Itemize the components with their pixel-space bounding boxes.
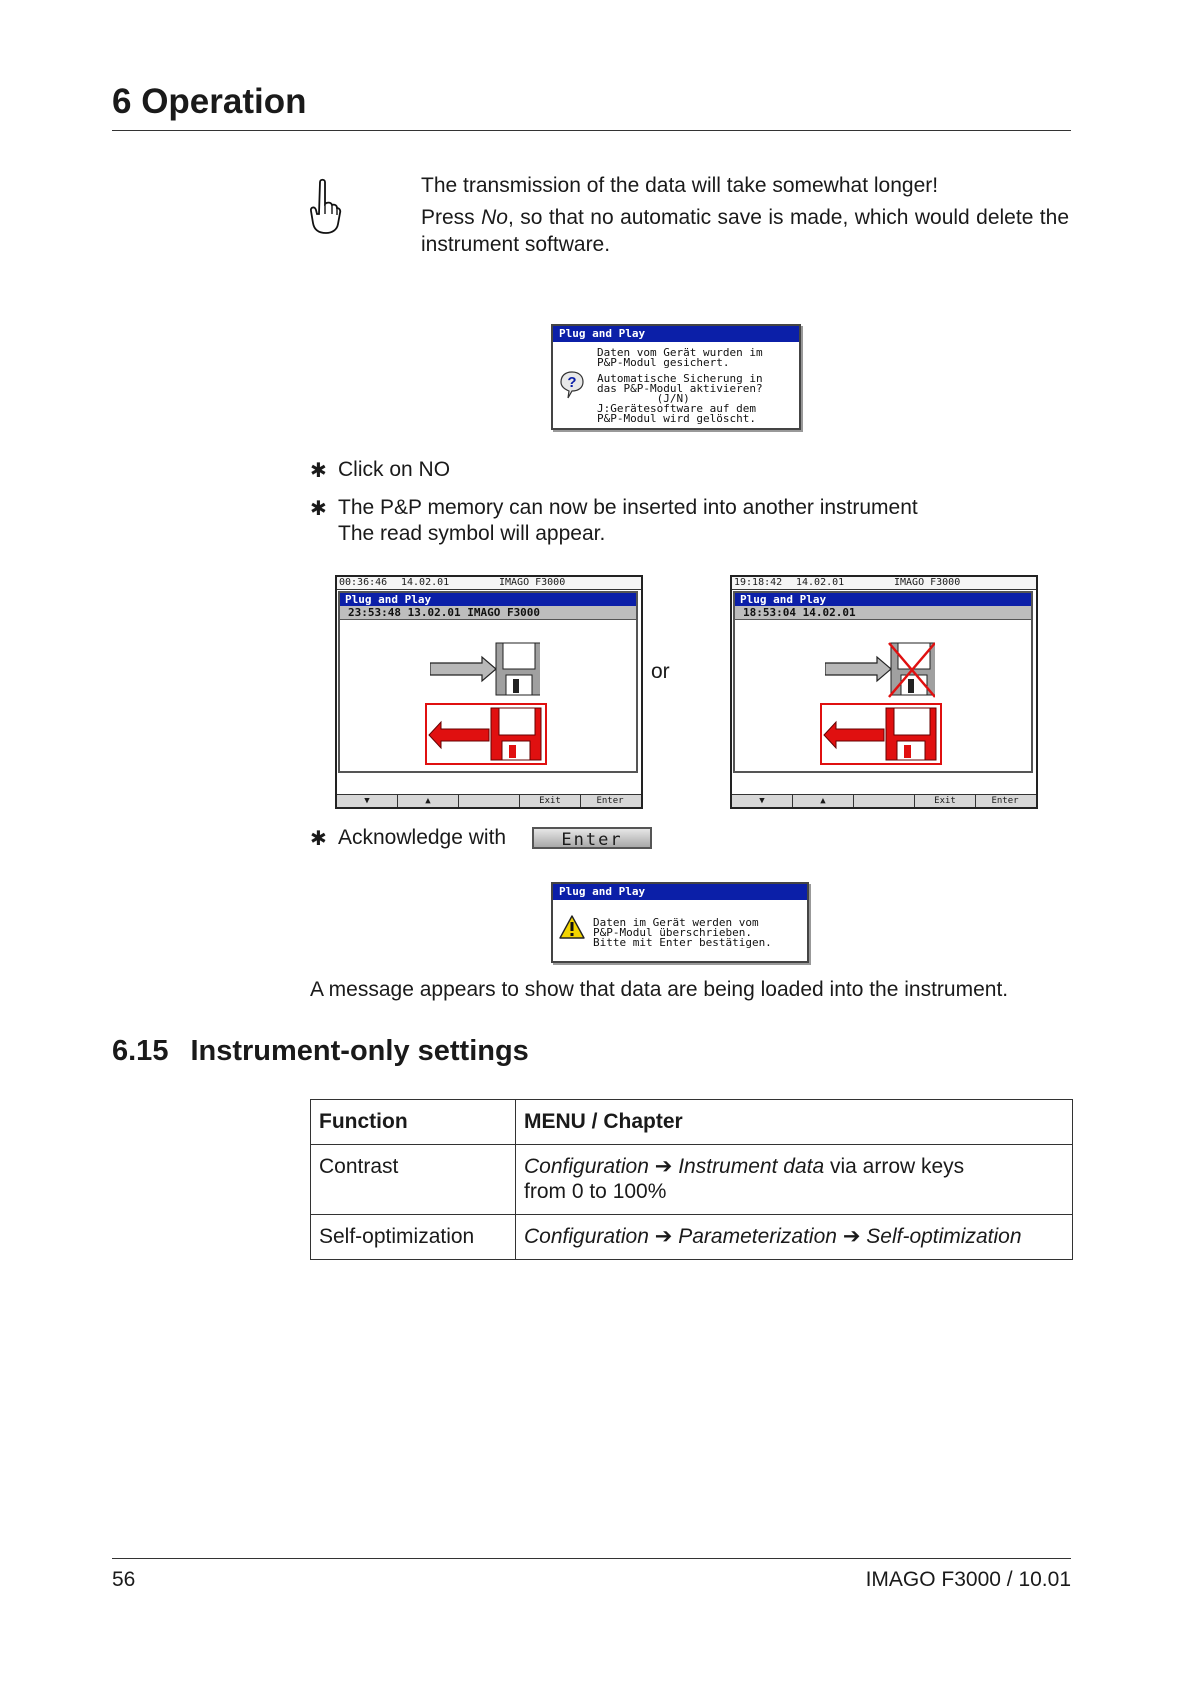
status-bar — [732, 577, 1036, 590]
softkey-up[interactable]: ▲ — [398, 795, 459, 807]
step-click-no — [310, 458, 910, 484]
function-cell: Contrast — [311, 1145, 516, 1215]
dialog-line: (J/N) — [597, 392, 690, 405]
softkey-empty[interactable] — [854, 795, 915, 807]
step-text: Click on NO — [338, 458, 451, 481]
softkey-empty[interactable] — [459, 795, 520, 807]
header-rule — [112, 130, 1071, 131]
dialog-line: P&P-Modul gesichert. — [597, 356, 730, 369]
plug-and-play-warning-dialog — [551, 882, 809, 963]
softkey-enter[interactable]: Enter — [596, 796, 624, 806]
function-cell: Self-optimization — [311, 1215, 516, 1260]
step-text: The read symbol will appear. — [338, 522, 606, 545]
window-title: Plug and Play — [340, 593, 636, 606]
plug-and-play-window — [338, 591, 638, 773]
window-subtitle: 23:53:48 13.02.01 IMAGO F3000 — [340, 606, 636, 620]
svg-text:?: ? — [567, 374, 577, 391]
save-to-module-arrow-icon — [430, 641, 540, 706]
dialog-message — [593, 918, 772, 948]
dialog-title: Plug and Play — [553, 884, 807, 900]
softkey-exit[interactable]: Exit — [520, 795, 581, 807]
bullet-icon: ✱ — [310, 498, 327, 520]
chapter-title: 6 Operation — [112, 82, 307, 121]
question-icon — [559, 370, 585, 402]
status-device: IMAGO F3000 — [499, 577, 566, 588]
bullet-icon: ✱ — [310, 460, 327, 482]
softkey-up[interactable]: ▲ — [793, 795, 854, 807]
section-title — [112, 1035, 529, 1068]
document-id: IMAGO F3000 / 10.01 — [865, 1568, 1071, 1591]
save-disabled-icon — [825, 641, 935, 706]
softkey-bar — [337, 794, 641, 807]
status-device: IMAGO F3000 — [894, 577, 961, 588]
section-title-text: Instrument-only settings — [190, 1035, 529, 1067]
softkey-bar — [732, 794, 1036, 807]
page-number: 56 — [112, 1568, 136, 1591]
window-title: Plug and Play — [735, 593, 1031, 606]
read-from-module-disk-icon — [425, 703, 547, 765]
menu-cell: Configuration ➔ Parameterization ➔ Self-optimization — [516, 1215, 1073, 1260]
dialog-line: Automatische Sicherung in — [597, 372, 763, 385]
menu-cell: Configuration ➔ Instrument data via arrow keys from 0 to 100% — [516, 1145, 1073, 1215]
status-date: 14.02.01 — [796, 577, 845, 588]
softkey-down[interactable]: ▼ — [337, 795, 398, 807]
column-header-menu: MENU / Chapter — [516, 1100, 1073, 1145]
status-time: 00:36:46 — [339, 577, 388, 588]
softkey-exit[interactable]: Exit — [915, 795, 976, 807]
dialog-line: das P&P-Modul aktivieren? — [597, 382, 763, 395]
dialog-title: Plug and Play — [553, 326, 799, 342]
dialog-line: J:Gerätesoftware auf dem — [597, 402, 756, 415]
table-header-row — [311, 1100, 1073, 1145]
warning-icon — [558, 914, 586, 942]
read-from-module-disk-icon — [820, 703, 942, 765]
settings-table — [310, 1099, 1073, 1260]
step-text: The P&P memory can now be inserted into another instrument — [338, 496, 918, 519]
step-insert-memory — [310, 496, 1010, 548]
dialog-line: P&P-Modul wird gelöscht. — [597, 412, 756, 425]
section-number: 6.15 — [112, 1035, 169, 1067]
note-line1: The transmission of the data will take somewhat longer! — [421, 174, 939, 197]
loading-message: A message appears to show that data are being loaded into the instrument. — [310, 978, 1009, 1001]
note-line2: Press No, so that no automatic save is made, which would delete the instrument software. — [421, 206, 1069, 256]
footer-rule — [112, 1558, 1071, 1559]
dialog-line: P&P-Modul überschrieben. — [593, 926, 752, 939]
status-time: 19:18:42 — [734, 577, 783, 588]
step-acknowledge — [310, 826, 570, 852]
table-row — [311, 1145, 1073, 1215]
or-label: or — [651, 660, 670, 683]
status-bar — [337, 577, 641, 590]
column-header-function: Function — [311, 1100, 516, 1145]
plug-and-play-window — [733, 591, 1033, 773]
note-text — [421, 172, 1069, 258]
dialog-line: Bitte mit Enter bestätigen. — [593, 936, 772, 949]
dialog-message — [597, 348, 763, 424]
device-screen-left — [335, 575, 643, 809]
softkey-down[interactable]: ▼ — [732, 795, 793, 807]
table-row — [311, 1215, 1073, 1260]
enter-button[interactable]: Enter — [532, 827, 652, 849]
dialog-line: Daten im Gerät werden vom — [593, 916, 759, 929]
dialog-line: Daten vom Gerät wurden im — [597, 346, 763, 359]
step-text: Acknowledge with — [338, 826, 507, 849]
status-date: 14.02.01 — [401, 577, 450, 588]
device-screen-right — [730, 575, 1038, 809]
window-subtitle: 18:53:04 14.02.01 — [735, 606, 1031, 620]
bullet-icon: ✱ — [310, 828, 327, 850]
pointing-hand-icon — [306, 178, 342, 236]
softkey-enter[interactable]: Enter — [991, 796, 1019, 806]
plug-and-play-question-dialog — [551, 324, 801, 430]
